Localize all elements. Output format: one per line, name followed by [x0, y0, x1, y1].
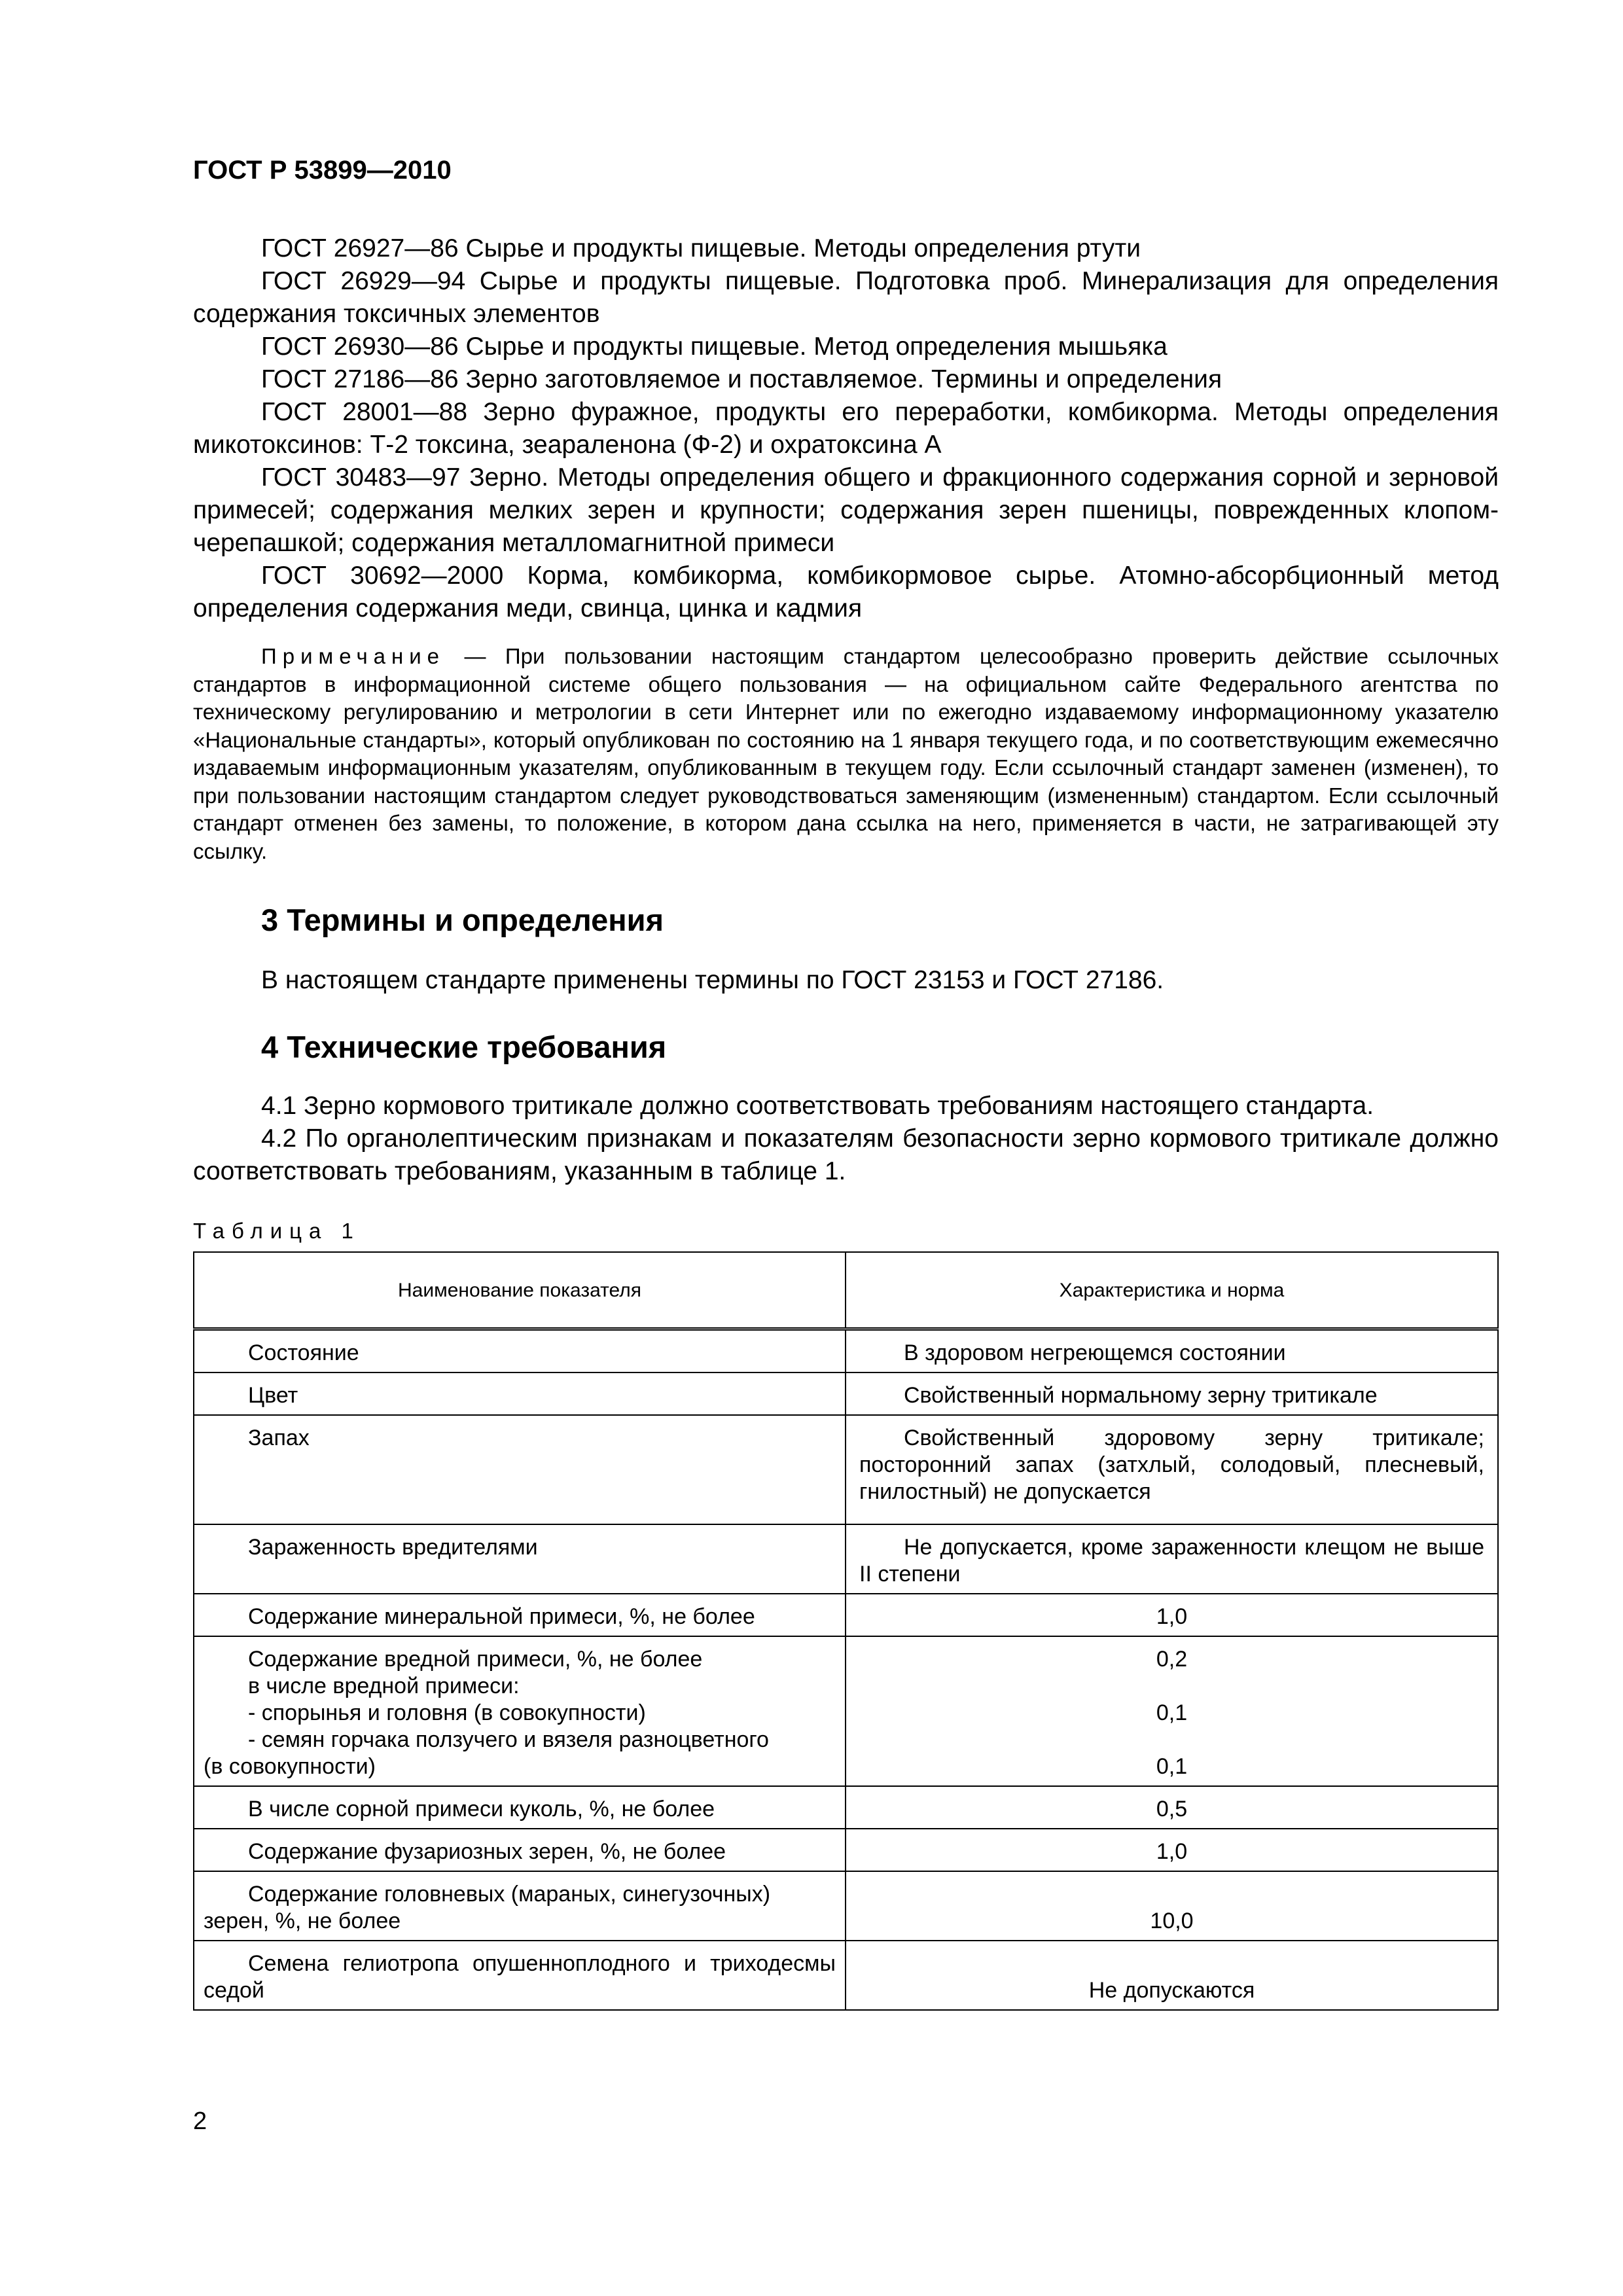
reference-item: ГОСТ 30692—2000 Корма, комбикорма, комбикормовое сырье. Атомно-абсорбционный метод определения содержания меди, свинца, цинка и кадмия: [193, 562, 1499, 622]
norm-cell: Не допускаются: [846, 1941, 1498, 2010]
table-row: [194, 1329, 1498, 1373]
clause-4-2: 4.2 По органолептическим признакам и показателям безопасности зерно кормового тритикале должно соответствовать требованиям, указанным в таблице 1.: [193, 1124, 1499, 1185]
table-row: [194, 1594, 1498, 1636]
reference-item: ГОСТ 27186—86 Зерно заготовляемое и поставляемое. Термины и определения: [261, 365, 1222, 393]
indicator-cell: Содержание минеральной примеси, %, не более: [194, 1594, 846, 1636]
table-row: [194, 1524, 1498, 1594]
norm-cell: В здоровом негреющемся состоянии: [846, 1329, 1498, 1373]
section-4-text: [193, 1090, 1499, 1188]
section-3-text: В настоящем стандарте применены термины по ГОСТ 23153 и ГОСТ 27186.: [261, 966, 1164, 994]
indicator-cell: Содержание вредной примеси, %, не более в числе вредной примеси: - спорынья и головня (в совокупности) - семян горчака ползучего и вязеля разноцветного (в совокупности): [194, 1636, 846, 1786]
table-row: [194, 1941, 1498, 2010]
table-row: [194, 1786, 1498, 1829]
indicator-cell: В числе сорной примеси куколь, %, не более: [194, 1786, 846, 1829]
norm-cell: 1,0: [846, 1594, 1498, 1636]
note-text: — При пользовании настоящим стандартом целесообразно проверить действие ссылочных стандартов в информационной системе общего пользования — на официальном сайте Федерального агентства по техническому регулированию и метрологии в сети Интернет или по ежегодно издаваемому информационному указателю «Национальные стандарты», который опубликован по состоянию на 1 января текущего года, и по соответствующим ежемесячно издаваемым информационным указателям, опубликованным в текущем году. Если ссылочный стандарт заменен (изменен), то при пользовании настоящим стандартом следует руководствоваться заменяющим (измененным) стандартом. Если ссылочный стандарт отменен без замены, то положение, в котором дана ссылка на него, применяется в части, не затрагивающей эту ссылку.: [193, 644, 1499, 863]
table-caption: Таблица 1: [193, 1219, 361, 1243]
document-header: ГОСТ Р 53899—2010: [193, 156, 452, 185]
norm-cell: Свойственный нормальному зерну тритикале: [846, 1372, 1498, 1415]
indicator-cell: Зараженность вредителями: [194, 1524, 846, 1594]
norm-cell: Не допускается, кроме зараженности клещом не выше II степени: [846, 1524, 1498, 1594]
norm-cell: 1,0: [846, 1829, 1498, 1871]
norm-cell: Свойственный здоровому зерну тритикале; посторонний запах (затхлый, солодовый, плесневый, гнилостный) не допускается: [846, 1415, 1498, 1524]
reference-item: ГОСТ 26927—86 Сырье и продукты пищевые. Методы определения ртути: [261, 234, 1141, 262]
indicator-cell: Состояние: [194, 1329, 846, 1373]
clause-4-1: 4.1 Зерно кормового тритикале должно соответствовать требованиям настоящего стандарта.: [261, 1092, 1374, 1120]
page-number: 2: [193, 2108, 207, 2135]
section-3-title: 3 Термины и определения: [261, 903, 664, 937]
indicator-cell: Семена гелиотропа опушенноплодного и триходесмы седой: [194, 1941, 846, 2010]
table-row: [194, 1415, 1498, 1524]
indicator-cell: Содержание фузариозных зерен, %, не более: [194, 1829, 846, 1871]
reference-item: ГОСТ 26930—86 Сырье и продукты пищевые. Метод определения мышьяка: [261, 332, 1168, 361]
table-row: [194, 1871, 1498, 1941]
table-row: [194, 1636, 1498, 1786]
normative-references: [193, 232, 1499, 625]
header-indicator: Наименование показателя: [194, 1252, 846, 1329]
indicator-cell: Запах: [194, 1415, 846, 1524]
section-4-title: 4 Технические требования: [261, 1030, 667, 1064]
norm-cell: 0,2 0,1 0,1: [846, 1636, 1498, 1786]
note-label: Примечание: [261, 644, 446, 668]
note-paragraph: [193, 643, 1499, 865]
indicator-cell: Цвет: [194, 1372, 846, 1415]
indicator-cell: Содержание головневых (мараных, синегузочных) зерен, %, не более: [194, 1871, 846, 1941]
norm-cell: 0,5: [846, 1786, 1498, 1829]
table-row: [194, 1829, 1498, 1871]
table-row: [194, 1372, 1498, 1415]
table-header-row: [194, 1252, 1498, 1329]
reference-item: ГОСТ 26929—94 Сырье и продукты пищевые. Подготовка проб. Минерализация для определения содержания токсичных элементов: [193, 267, 1499, 328]
requirements-table: [193, 1251, 1499, 2011]
header-norm: Характеристика и норма: [846, 1252, 1498, 1329]
reference-item: ГОСТ 28001—88 Зерно фуражное, продукты его переработки, комбикорма. Методы определения микотоксинов: Т-2 токсина, зеараленона (Ф-2) и охратоксина А: [193, 398, 1499, 459]
norm-cell: 10,0: [846, 1871, 1498, 1941]
reference-item: ГОСТ 30483—97 Зерно. Методы определения общего и фракционного содержания сорной и зерновой примесей; содержания мелких зерен и крупности; содержания зерен пшеницы, поврежденных клопом-черепашкой; содержания металломагнитной примеси: [193, 463, 1499, 557]
